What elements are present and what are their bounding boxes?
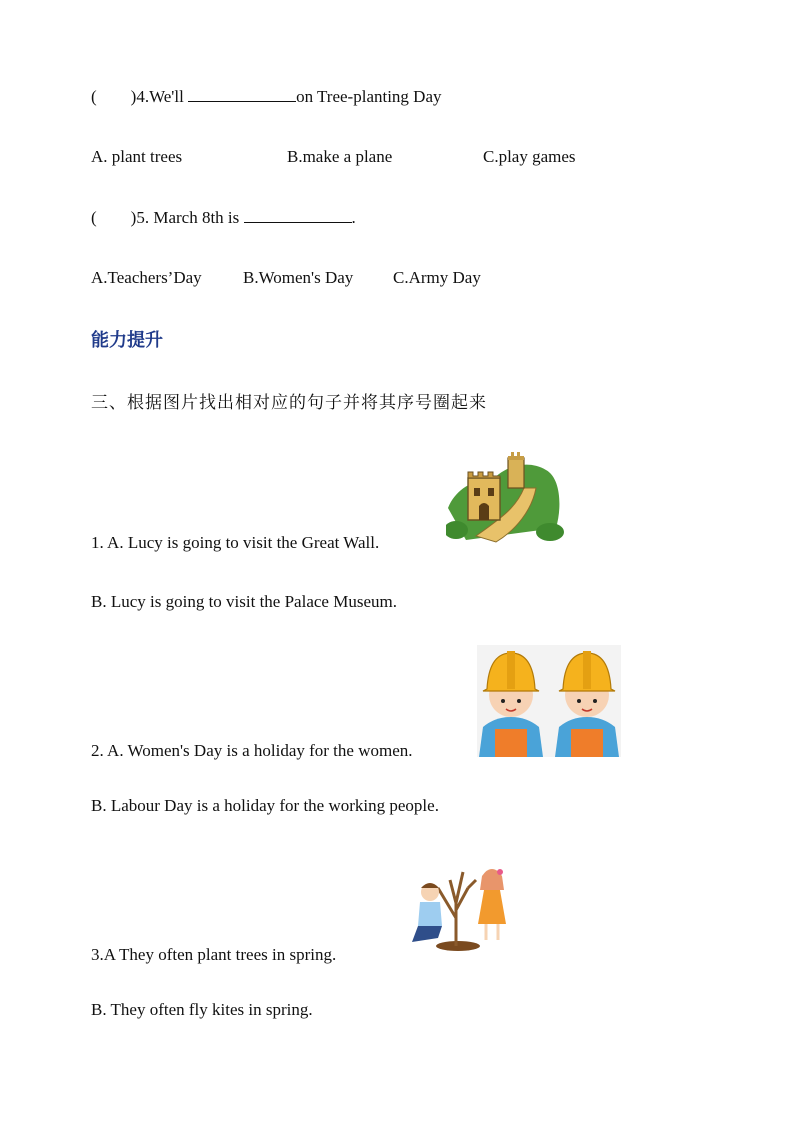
question-text: on Tree-planting Day: [296, 87, 442, 106]
option-b: B.Women's Day: [243, 268, 354, 287]
matching-1-option-a[interactable]: 1. A. Lucy is going to visit the Great Wall.: [91, 533, 380, 552]
section-instruction: 三、根据图片找出相对应的句子并将其序号圈起来: [91, 393, 487, 413]
great-wall-picture: [446, 448, 564, 544]
workers-picture: [477, 645, 621, 757]
option-c: C.play games: [483, 147, 576, 166]
question-4-stem: [91, 86, 442, 108]
question-text: 4.We'll: [136, 87, 189, 106]
answer-blank[interactable]: [244, 207, 352, 223]
tree-planting-picture: [408, 858, 520, 952]
answer-paren: ( ): [91, 208, 137, 227]
option-b: B.make a plane: [287, 147, 393, 166]
matching-2-option-a[interactable]: 2. A. Women's Day is a holiday for the women.: [91, 741, 413, 760]
matching-3-option-a[interactable]: 3.A They often plant trees in spring.: [91, 945, 337, 964]
option-a: A.Teachers’Day: [91, 268, 202, 287]
matching-3-option-b[interactable]: B. They often fly kites in spring.: [91, 1000, 313, 1019]
matching-1-option-b[interactable]: B. Lucy is going to visit the Palace Museum.: [91, 592, 397, 611]
section-title: 能力提升: [91, 330, 163, 351]
question-5-stem: [91, 207, 356, 229]
question-text: .: [351, 208, 356, 227]
question-text: 5. March 8th is: [136, 208, 244, 227]
answer-paren: ( ): [91, 87, 137, 106]
option-a: A. plant trees: [91, 147, 183, 166]
option-c: C.Army Day: [393, 268, 481, 287]
answer-blank[interactable]: [188, 86, 296, 102]
matching-2-option-b[interactable]: B. Labour Day is a holiday for the working people.: [91, 796, 439, 815]
